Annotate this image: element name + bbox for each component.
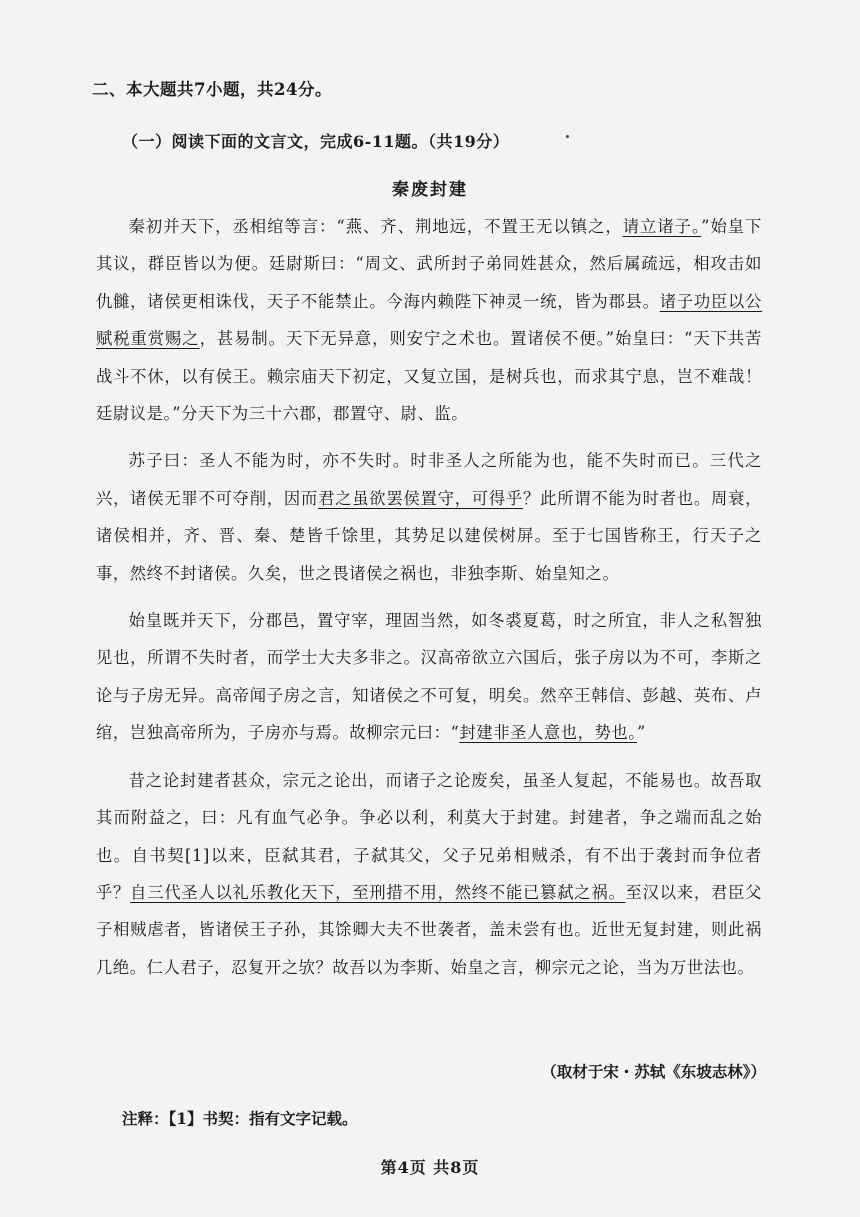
text-segment: ？此所谓不能为时者也。周衰，诸侯相并，齐、晋、秦、楚皆千馀里，其势足以建侯树屏。至于七国皆称王，行天子之事，然终不封诸侯。久矣，世之畏诸侯之祸也，非独李斯、始皇知之。	[96, 488, 762, 583]
text-segment: 苏子曰：圣人不能为时，亦不失时。时非圣人之所能为也，能不失时而已。三代之兴，诸侯无罪不可夺削，因而	[96, 451, 762, 508]
underlined-phrase: 君之虽欲罢侯置守，可得乎	[318, 488, 524, 508]
passage-source: （取材于宋・苏轼《东坡志林》）	[541, 1062, 766, 1081]
passage-paragraph	[96, 442, 762, 592]
passage-paragraph	[96, 762, 762, 986]
section-heading: 二、本大题共7小题，共24分。	[92, 80, 332, 99]
annotation-note: 注释：【1】书契：指有文字记载。	[122, 1109, 358, 1128]
text-segment: 至汉以来，君臣父子相贼虐者，皆诸侯王子孙，其馀卿大夫不世袭者，盖未尝有也。近世无复封建，则此祸几绝。仁人君子，忍复开之欤？故吾以为李斯、始皇之言，柳宗元之论，当为万世法也。	[96, 882, 762, 977]
page-number: 第4页 共8页	[380, 1158, 480, 1177]
underlined-phrase: 自三代圣人以礼乐教化天下，至刑措不用，然终不能已篡弑之祸。	[130, 882, 626, 902]
text-segment: ”始皇下其议，群臣皆以为便。廷尉斯曰：“周文、武所封子弟同姓甚众，然后属疏远，相攻击如仇雠，诸侯更相诛伐，天子不能禁止。今海内赖陛下神灵一统，皆为郡县。	[96, 217, 762, 311]
underlined-phrase: 封建非圣人意也，势也。	[459, 723, 637, 743]
text-segment: 始皇既并天下，分郡邑，置守宰，理固当然，如冬裘夏葛，时之所宜，非人之私智独见也，所谓不失时者，而学士大夫多非之。汉高帝欲立六国后，张子房以为不可，李斯之论与子房无异。高帝闻子房之言，知诸侯之不可复，明矣。然卒王韩信、彭越、英布、卢绾，岂独高帝所为，子房亦与焉。故柳宗元曰：“	[96, 611, 762, 743]
underlined-phrase: 诸子功臣以公赋税重赏赐之	[96, 291, 762, 349]
text-segment: 昔之论封建者甚众，宗元之论出，而诸子之论废矣，虽圣人复起，不能易也。故吾取其而附益之，曰：凡有血气必争。争必以利，利莫大于封建。封建者，争之端而乱之始也。自书契[1]以来，臣弑其君，子弑其父，父子兄弟相贼杀，有不出于袭封而争位者乎？	[96, 770, 762, 902]
passage-paragraph	[96, 208, 762, 432]
underlined-phrase: 请立诸子。	[622, 217, 702, 236]
passage-title: 秦废封建	[392, 180, 468, 200]
scan-speck	[566, 135, 569, 138]
subsection-heading: （一）阅读下面的文言文，完成6-11题。（共19分）	[122, 132, 510, 151]
text-segment: ，甚易制。天下无异意，则安宁之术也。置诸侯不便。”始皇曰：“天下共苦战斗不休，以有侯王。赖宗庙天下初定，又复立国，是树兵也，而求其宁息，岂不难哉！廷尉议是。”分天下为三十六郡，郡置守、尉、监。	[96, 329, 763, 424]
passage-paragraph	[96, 602, 762, 752]
text-segment: ”	[637, 723, 646, 743]
text-segment: 秦初并天下，丞相绾等言：“燕、齐、荆地远，不置王无以镇之，	[128, 217, 623, 236]
passage-body	[96, 208, 762, 996]
